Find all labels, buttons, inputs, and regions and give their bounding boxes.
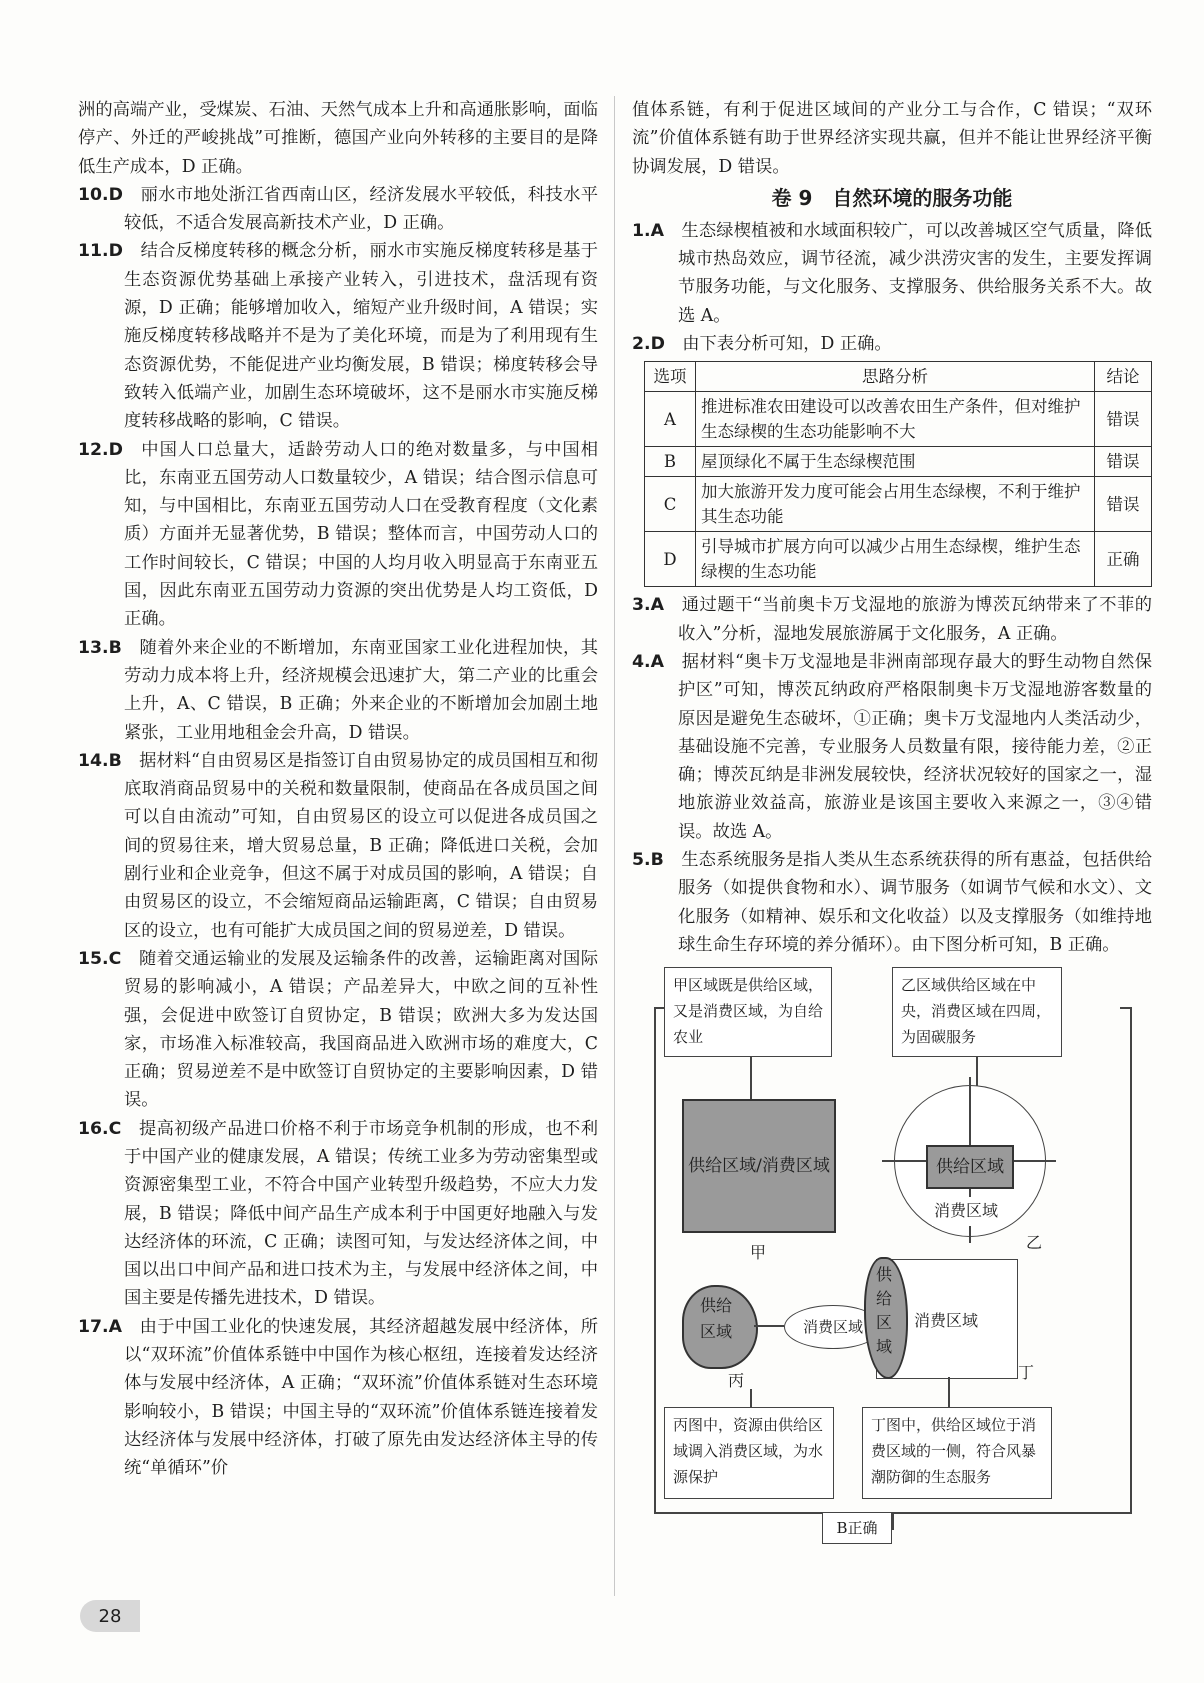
yi-supply xyxy=(926,1145,1014,1189)
answer-3: 3.A 通过题干“当前奥卡万戈湿地的旅游为博茨瓦纳带来了不菲的收入”分析，湿地发展旅游属于文化服务，A 正确。 xyxy=(632,595,1152,644)
answer-4: 4.A 据材料“奥卡万戈湿地是非洲南部现存最大的野生动物自然保护区”可知，博茨瓦纳政府严格限制奥卡万戈湿地游客数量的原因是避免生态破坏，①正确；奥卡万戈湿地内人类活动少，基础设施不完善，专业服务人员数量有限，接待能力差，②正确；博茨瓦纳是非洲发展较快，经济状况较好的国家之一，湿地旅游业效益高，旅游业是该国主要收入来源之一，③④错误。故选 A。 xyxy=(632,651,1152,842)
service-diagram xyxy=(632,967,1152,1542)
arrow-line xyxy=(750,1389,752,1407)
table-cell: 错误 xyxy=(1095,392,1152,447)
jia-region-label: 供给区域/消费区域 xyxy=(688,1156,830,1177)
ding-supply: 供给区域 xyxy=(876,1265,893,1357)
bing-label: 丙 xyxy=(728,1371,745,1391)
jia-region xyxy=(682,1099,836,1233)
connector-line xyxy=(654,1007,664,1009)
answer-10: 10.D 丽水市地处浙江省西南山区，经济发展水平较低，科技水平较低，不适合发展高新技术产业，D 正确。 xyxy=(78,184,598,234)
table-cell: A xyxy=(645,392,696,447)
answer-11: 11.D 结合反梯度转移的概念分析，丽水市实施反梯度转移是基于生态资源优势基础上承接产业转入，引进技术，盘活现有资源，D 正确；能够增加收入，缩短产业升级时间，A 错误；实施反梯度转移战略并不是为了美化环境，而是为了利用现有生态资源优势，不能促进产业均衡发展，B 错误；梯度转移会导致转入低端产业，加剧生态环境破坏，这不是丽水市实施反梯度转移战略的影响，C 错误。 xyxy=(78,241,598,432)
table-cell: 屋顶绿化不属于生态绿楔范围 xyxy=(696,447,1095,477)
page-number: 28 xyxy=(80,1600,140,1632)
answer-paragraph: 洲的高端产业，受煤炭、石油、天然气成本上升和高通胀影响，面临停产、外迁的严峻挑战”可推断，德国产业向外转移的主要目的是降低生产成本，D 正确。 xyxy=(78,100,598,177)
bing-supply: 供给区域 xyxy=(700,1296,733,1342)
answer-15: 15.C 随着交通运输业的发展及运输条件的改善，运输距离对国际贸易的影响减小，A 错误；产品差异大，中欧之间的互补性强，会促进中欧签订自贸协定，B 错误；欧洲大多为发达国家，市场准入标准较高，我国商品进入欧洲市场的难度大，C 正确；贸易逆差不是中欧签订自贸协定的主要影响因素，D 错误。 xyxy=(78,948,598,1111)
table-row xyxy=(645,392,1152,447)
table-row xyxy=(645,447,1152,477)
left-column xyxy=(78,96,598,1483)
connector-line xyxy=(1130,1007,1132,1512)
table-cell: 引导城市扩展方向可以减少占用生态绿楔，维护生态绿楔的生态功能 xyxy=(696,532,1095,587)
arrow-line xyxy=(976,1057,978,1087)
arrow-line xyxy=(750,1057,752,1099)
answer-13: 13.B 随着外来企业的不断增加，东南亚国家工业化进程加快，其劳动力成本将上升，经济规模会迅速扩大，第二产业的比重会上升，A、C 错误，B 正确；外来企业的不断增加会加剧土地紧张，工业用地租金会升高，D 错误。 xyxy=(78,637,598,743)
answer-1: 1.A 生态绿楔植被和水域面积较广，可以改善城区空气质量，降低城市热岛效应，调节径流，减少洪涝灾害的发生，主要发挥调节服务功能，与文化服务、支撑服务、供给服务关系不大。故选 A。 xyxy=(632,220,1152,326)
table-row xyxy=(645,477,1152,532)
note-box-jia: 甲区域既是供给区域，又是消费区域，为自给农业 xyxy=(664,967,832,1057)
answer-5: 5.B 生态系统服务是指人类从生态系统获得的所有惠益，包括供给服务（如提供食物和水）、调节服务（如调节气候和水文）、文化服务（如精神、娱乐和文化收益）以及支撑服务（如维持地球生命生存环境的养分循环）。由下图分析可知，B 正确。 xyxy=(632,850,1152,955)
answer-2: 2.D 由下表分析可知，D 正确。 xyxy=(632,334,892,355)
table-row xyxy=(645,532,1152,587)
answer-14: 14.B 据材料“自由贸易区是指签订自由贸易协定的成员国相互和彻底取消商品贸易中的关税和数量限制，使商品在各成员国之间可以自由流动”可知，自由贸易区的设立可以促进各成员国之间的贸易往来，增大贸易总量，B 正确；降低进口关税，会加剧行业和企业竞争，但这不属于对成员国的影响，A 错误；自由贸易区的设立，不会缩短商品运输距离，C 错误；自由贸易区的设立，也有可能扩大成员国之间的贸易逆差，D 错误。 xyxy=(78,750,598,941)
answer-12: 12.D 中国人口总量大，适龄劳动人口的绝对数量多，与中国相比，东南亚五国劳动人口数量较少，A 错误；结合图示信息可知，与中国相比，东南亚五国劳动人口在受教育程度（文化素质）方面并无显著优势，B 错误；整体而言，中国劳动人口的工作时间较长，C 错误；中国的人均月收入明显高于东南亚五国，因此东南亚五国劳动力资源的突出优势是人均工资低，D 正确。 xyxy=(78,439,598,630)
answer-16: 16.C 提高初级产品进口价格不利于市场竞争机制的形成，也不利于中国产业的健康发展，A 错误；传统工业多为劳动密集型或资源密集型工业，不符合中国产业转型升级趋势，不应大力发展，B 错误；降低中间产品生产成本利于中国更好地融入与发达经济体的环流，C 正确；读图可知，与发达经济体之间，中国以出口中间产品和进口技术为主，与发展中经济体之间，中国主要是传播先进技术，D 错误。 xyxy=(78,1118,598,1309)
table-cell: 推进标准农田建设可以改善农田生产条件，但对维护生态绿楔的生态功能影响不大 xyxy=(696,392,1095,447)
analysis-table xyxy=(644,361,1152,587)
note-box-yi: 乙区域供给区域在中央，消费区域在四周，为固碳服务 xyxy=(892,967,1062,1057)
table-cell: 错误 xyxy=(1095,477,1152,532)
table-cell: B xyxy=(645,447,696,477)
right-column xyxy=(632,96,1152,1542)
table-cell: C xyxy=(645,477,696,532)
jia-label: 甲 xyxy=(750,1243,767,1263)
table-header-row xyxy=(645,362,1152,392)
table-header: 选项 xyxy=(645,362,696,392)
note-box-bing: 丙图中，资源由供给区域调入消费区域，为水源保护 xyxy=(664,1407,834,1499)
section-title: 卷 9 自然环境的服务功能 xyxy=(771,185,1013,210)
arrow-line xyxy=(948,1377,950,1407)
column-divider xyxy=(614,96,615,1596)
answer-17: 17.A 由于中国工业化的快速发展，其经济超越发展中经济体，所以“双环流”价值体系链中中国作为核心枢纽，连接着发达经济体与发展中经济体，A 正确；“双环流”价值体系链对生态环境影响较小，B 错误；中国主导的“双环流”价值体系链连接着发达经济体与发展中经济体，打破了原先由发达经济体主导的传统“单循环”价 xyxy=(78,1316,598,1479)
bing-consume-label: 消费区域 xyxy=(802,1318,863,1337)
yi-consume: 消费区域 xyxy=(932,1197,1000,1225)
table-cell: 加大旅游开发力度可能会占用生态绿楔，不利于维护其生态功能 xyxy=(696,477,1095,532)
table-cell: D xyxy=(645,532,696,587)
ding-consume: 消费区域 xyxy=(914,1311,979,1331)
connector-line xyxy=(892,1512,894,1530)
ding-label: 丁 xyxy=(1018,1363,1035,1383)
table-cell: 正确 xyxy=(1095,532,1152,587)
note-box-ding: 丁图中，供给区域位于消费区域的一侧，符合风暴潮防御的生态服务 xyxy=(862,1407,1052,1499)
yi-supply-label: 供给区域 xyxy=(936,1157,1004,1178)
yi-label: 乙 xyxy=(1026,1233,1043,1253)
table-cell: 错误 xyxy=(1095,447,1152,477)
connector-line xyxy=(1120,1007,1130,1009)
answer-17-continued: 值体系链，有利于促进区域间的产业分工与合作，C 错误；“双环流”价值体系链有助于世界经济实现共赢，但并不能让世界经济平衡协调发展，D 错误。 xyxy=(632,100,1152,177)
conclusion-box: B正确 xyxy=(822,1512,892,1544)
arrow-line xyxy=(754,1325,784,1327)
connector-line xyxy=(654,1007,656,1512)
table-header: 思路分析 xyxy=(696,362,1095,392)
table-header: 结论 xyxy=(1095,362,1152,392)
